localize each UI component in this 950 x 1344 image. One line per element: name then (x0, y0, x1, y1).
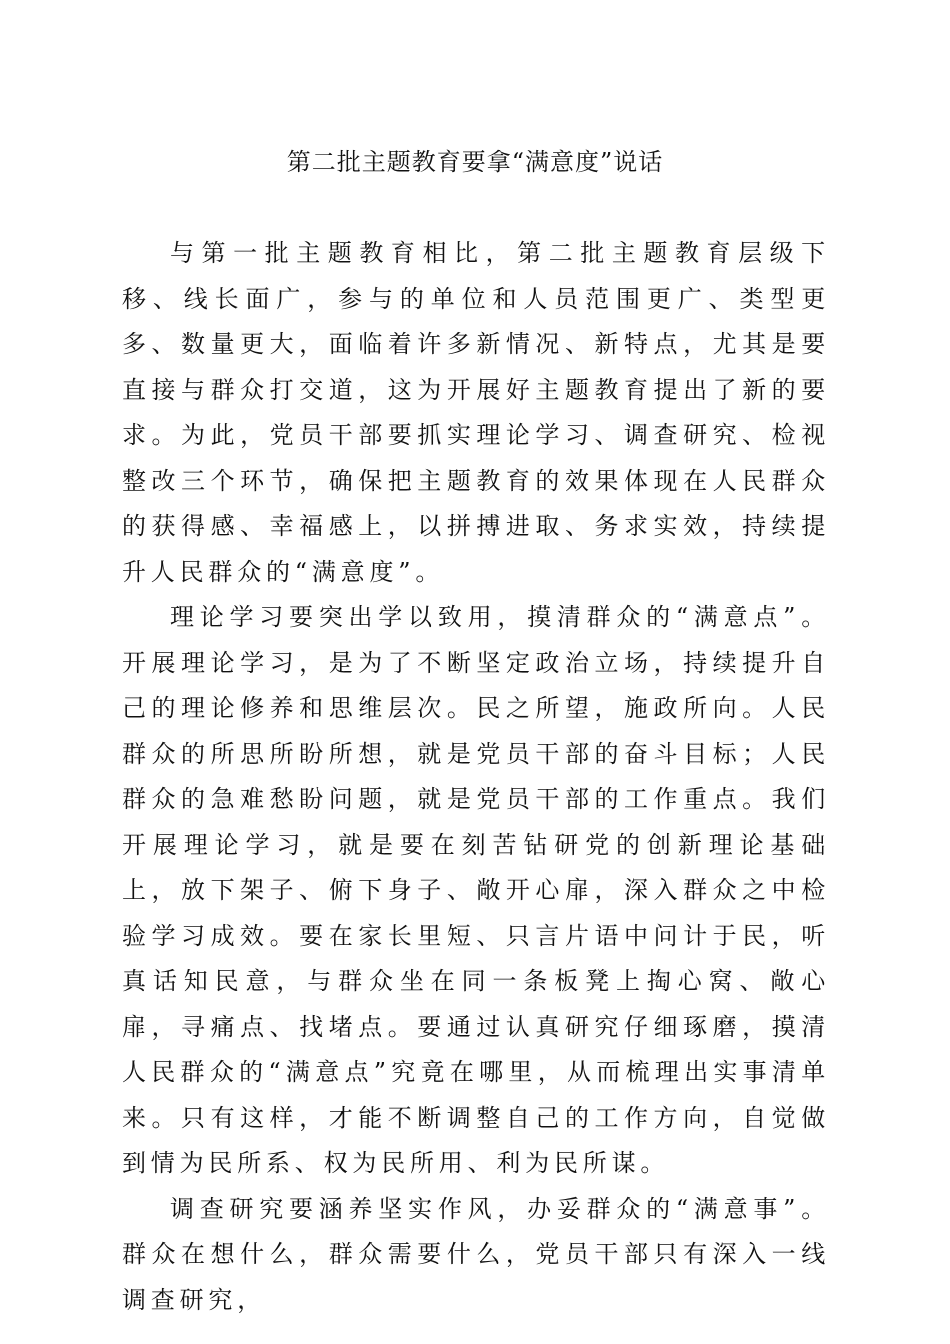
paragraph-2: 理论学习要突出学以致用，摸清群众的“满意点”。开展理论学习，是为了不断坚定政治立场，持续提升自己的理论修养和思维层次。民之所望，施政所向。人民群众的所思所盼所想，就是党员干部的奋斗目标；人民群众的急难愁盼问题，就是党员干部的工作重点。我们开展理论学习，就是要在刻苦钻研党的创新理论基础上，放下架子、俯下身子、敞开心扉，深入群众之中检验学习成效。要在家长里短、只言片语中问计于民，听真话知民意，与群众坐在同一条板凳上掏心窝、敞心扉，寻痛点、找堵点。要通过认真研究仔细琢磨，摸清人民群众的“满意点”究竟在哪里，从而梳理出实事清单来。只有这样，才能不断调整自己的工作方向，自觉做到情为民所系、权为民所用、利为民所谋。 (122, 603, 830, 1177)
document-body (122, 231, 830, 1323)
paragraph-3: 调查研究要涵养坚实作风，办妥群众的“满意事”。群众在想什么，群众需要什么，党员干部只有深入一线调查研究， (122, 1194, 830, 1314)
paragraph-1: 与第一批主题教育相比，第二批主题教育层级下移、线长面广，参与的单位和人员范围更广、类型更多、数量更大，面临着许多新情况、新特点，尤其是要直接与群众打交道，这为开展好主题教育提出了新的要求。为此，党员干部要抓实理论学习、调查研究、检视整改三个环节，确保把主题教育的效果体现在人民群众的获得感、幸福感上，以拼搏进取、务求实效，持续提升人民群众的“满意度”。 (122, 239, 830, 586)
document-title: 第二批主题教育要拿“满意度”说话 (286, 148, 664, 176)
